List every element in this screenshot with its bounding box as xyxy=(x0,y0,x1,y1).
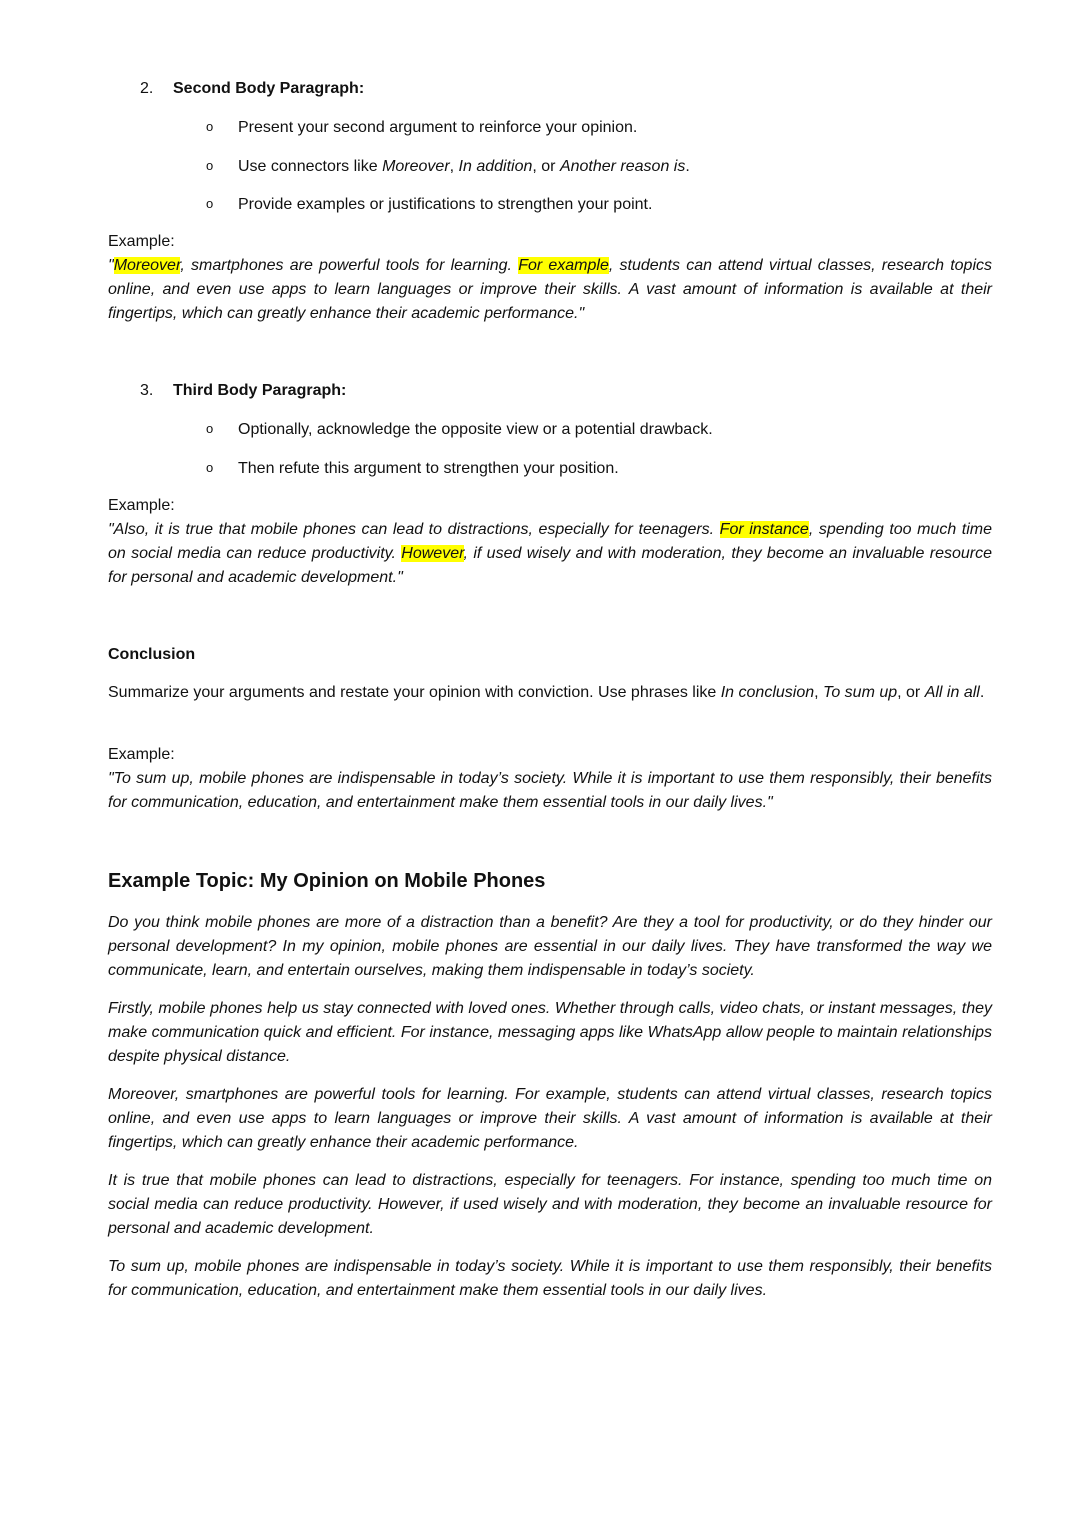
bullet-text: Optionally, acknowledge the opposite view or a potential drawback. xyxy=(238,421,713,438)
bullet-icon: o xyxy=(206,421,214,436)
bullet-icon: o xyxy=(206,119,214,134)
highlight: For instance xyxy=(719,521,809,538)
bullet-text: Present your second argument to reinforce your opinion. xyxy=(238,119,638,136)
list-item xyxy=(206,417,713,442)
bullet-text: Use connectors like Moreover, In addition, or Another reason is. xyxy=(238,158,690,175)
list-item xyxy=(206,115,637,140)
example-label: Example: xyxy=(108,233,175,250)
list-item xyxy=(206,192,652,217)
bullet-text: Provide examples or justifications to strengthen your point. xyxy=(238,196,653,213)
bullet-icon: o xyxy=(206,196,214,211)
essay-paragraph: Moreover, smartphones are powerful tools for learning. For example, students can attend virtual classes, research topics online, and even use apps to learn languages or improve their skills. A vast amount of information is available at their fingertips, which can greatly enhance their academic performance. xyxy=(108,1086,992,1151)
conclusion-heading: Conclusion xyxy=(108,646,196,663)
list-item xyxy=(206,456,619,481)
highlight: Moreover xyxy=(113,257,181,274)
example-label: Example: xyxy=(108,746,175,763)
conclusion-text: Summarize your arguments and restate your opinion with conviction. Use phrases like In conclusion, To sum up, or All in all. xyxy=(108,684,985,701)
essay-paragraph: It is true that mobile phones can lead to distractions, especially for teenagers. For instance, spending too much time on social media can reduce productivity. However, if used wisely and with moderation, they become an invaluable resource for personal and academic development. xyxy=(108,1172,992,1237)
essay-paragraph: Do you think mobile phones are more of a distraction than a benefit? Are they a tool for productivity, or do they hinder our personal development? In my opinion, mobile phones are essential in our daily lives. They have transformed the way we communicate, learn, and entertain ourselves, making them indispensable in today’s society. xyxy=(108,914,992,979)
example-quote: "To sum up, mobile phones are indispensable in today’s society. While it is important to use them responsibly, their benefits for communication, education, and entertainment make them essential tools in our daily lives." xyxy=(108,770,992,811)
highlight: However xyxy=(401,545,464,562)
essay-paragraph: Firstly, mobile phones help us stay connected with loved ones. Whether through calls, video chats, or instant messages, they make communication quick and efficient. For instance, messaging apps like WhatsApp allow people to maintain relationships despite physical distance. xyxy=(108,1000,992,1065)
example-label: Example: xyxy=(108,497,175,514)
list-number: 2. xyxy=(140,80,154,97)
bullet-icon: o xyxy=(206,158,214,173)
example-quote: "Also, it is true that mobile phones can lead to distractions, especially for teenagers. For instance, spending too much time on social media can reduce productivity. However, if used wisely and with moderation, they become an invaluable resource for personal and academic development." xyxy=(108,521,993,586)
list-number: 3. xyxy=(140,382,154,399)
topic-heading: Example Topic: My Opinion on Mobile Phones xyxy=(108,870,546,892)
example-quote: "Moreover, smartphones are powerful tools for learning. For example, students can attend virtual classes, research topics online, and even use apps to learn languages or improve their skills. A vast amount of information is available at their fingertips, which can greatly enhance their academic performance." xyxy=(108,257,993,322)
list-title: Third Body Paragraph: xyxy=(173,382,347,399)
list-title: Second Body Paragraph: xyxy=(173,80,365,97)
bullet-text: Then refute this argument to strengthen your position. xyxy=(238,460,619,477)
second-body-heading xyxy=(140,77,364,101)
essay-paragraph: To sum up, mobile phones are indispensable in today’s society. While it is important to use them responsibly, their benefits for communication, education, and entertainment make them essential tools in our daily lives. xyxy=(108,1258,992,1299)
highlight: For example xyxy=(518,257,609,274)
bullet-icon: o xyxy=(206,460,214,475)
list-item xyxy=(206,154,690,179)
third-body-heading xyxy=(140,379,346,403)
